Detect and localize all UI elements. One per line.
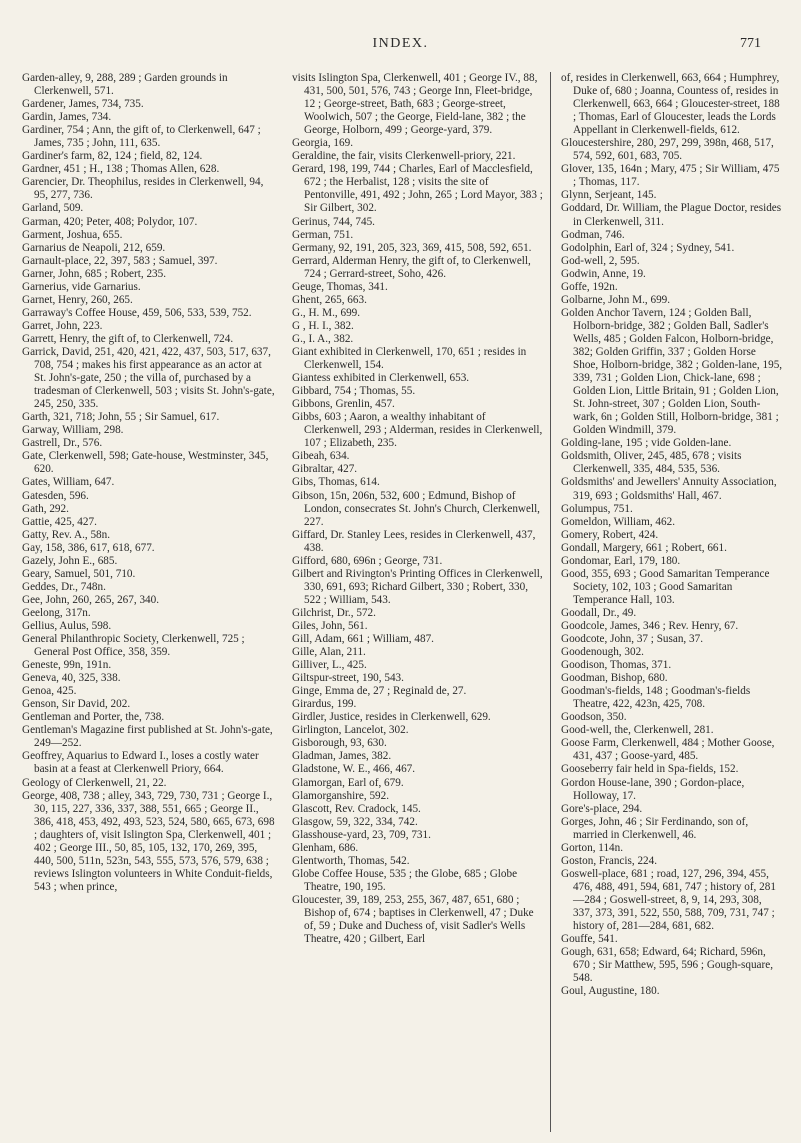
index-entry: Gentleman's Magazine first published at St. John's-gate, 249—252. [22,724,273,750]
index-entry: Goffe, 192n. [561,280,618,293]
index-entry: Gates, William, 647. [22,476,115,489]
index-entry: Geddes, Dr., 748n. [22,580,106,593]
index-entry: Goodcole, James, 346 ; Rev. Henry, 67. [561,619,739,632]
index-entry: Gazely, John E., 685. [22,554,118,567]
index-entry: Goodman's-fields, 148 ; Goodman's-fields Theatre, 422, 423n, 425, 708. [561,685,751,711]
index-entry: Glynn, Serjeant, 145. [561,189,657,202]
index-entry: G., H. M., 699. [292,306,361,319]
index-entry: Gibson, 15n, 206n, 532, 600 ; Edmund, Bishop of London, consecrates St. John's Church, Clerkenwell, 227. [292,489,540,528]
index-entry: Gisborough, 93, 630. [292,737,387,750]
index-entry: Gore's-place, 294. [561,802,643,815]
index-entry: Glasgow, 59, 322, 334, 742. [292,815,418,828]
index-entry: G., I. A., 382. [292,332,354,345]
index-entry: Gloucestershire, 280, 297, 299, 398n, 468, 517, 574, 592, 601, 683, 705. [561,137,774,163]
index-entry: Garnet, Henry, 260, 265. [22,293,133,306]
index-entry: Gilbert and Rivington's Printing Offices in Clerkenwell, 330, 691, 693; Richard Gilbert, 330 ; Robert, 330, 522 ; William, 543. [292,567,543,606]
index-entry: Garnault-place, 22, 397, 583 ; Samuel, 397. [22,254,218,267]
index-entry: Goodison, Thomas, 371. [561,659,672,672]
index-entry: Garraway's Coffee House, 459, 506, 533, 539, 752. [22,306,252,319]
index-entry: Gondall, Margery, 661 ; Robert, 661. [561,541,727,554]
index-entry: Good-well, the, Clerkenwell, 281. [561,724,714,737]
index-entry: Goston, Francis, 224. [561,854,658,867]
running-title: INDEX. [372,36,429,51]
index-entry: G , H. I., 382. [292,319,354,332]
index-entry: Geology of Clerkenwell, 21, 22. [22,776,167,789]
index-entry: Ghent, 265, 663. [292,293,367,306]
index-entry: Golbarne, John M., 699. [561,293,671,306]
index-entry: Gibbs, 603 ; Aaron, a wealthy inhabitant of Clerkenwell, 293 ; Alderman, resides in Clerkenwell, 107 ; Elizabeth, 235. [292,411,543,450]
index-entry: Gardener, James, 734, 735. [22,98,144,111]
index-entry: Garland, 509. [22,202,84,215]
index-entry: Gooseberry fair held in Spa-fields, 152. [561,763,739,776]
index-entry: visits Islington Spa, Clerkenwell, 401 ; George IV., 88, 431, 500, 501, 576, 743 ; George Inn, Fleet-bridge, 12 ; George-street, Bath, 683 ; George-street, Woolwich, 507 ; the George, Field-lane, 382 ; the George, Holborn, 499 ; George-yard, 379. [292,72,538,137]
index-entry: Gerard, 198, 199, 744 ; Charles, Earl of Macclesfield, 672 ; the Herbalist, 128 ; visits the site of Pentonville, 491, 492 ; John, 265 ; Lord Mayor, 383 ; Sir Gilbert, 302. [292,163,543,215]
index-entry: Gilchrist, Dr., 572. [292,606,376,619]
index-entry: Garnerius, vide Garnarius. [22,280,141,293]
index-entry: Germany, 92, 191, 205, 323, 369, 415, 508, 592, 651. [292,241,532,254]
index-entry: Georgia, 169. [292,137,354,150]
index-column-1 [22,72,276,1132]
index-entry: Gate, Clerkenwell, 598; Gate-house, Westminster, 345, 620. [22,450,269,476]
index-entry: Goodcote, John, 37 ; Susan, 37. [561,633,704,646]
index-entry: Gondomar, Earl, 179, 180. [561,554,681,567]
index-entry: Goodman, Bishop, 680. [561,672,668,685]
index-entry: Geelong, 317n. [22,606,91,619]
index-entry: Girardus, 199. [292,698,357,711]
index-entry: Gatesden, 596. [22,489,89,502]
index-entry: Garden-alley, 9, 288, 289 ; Garden grounds in Clerkenwell, 571. [22,72,228,98]
index-entry: Girlington, Lancelot, 302. [292,724,409,737]
index-entry: Good, 355, 693 ; Good Samaritan Temperance Society, 102, 103 ; Good Samaritan Temperance Hall, 103. [561,567,770,606]
index-columns [22,72,783,1132]
index-entry: Goose Farm, Clerkenwell, 484 ; Mother Goose, 431, 437 ; Goose-yard, 485. [561,737,775,763]
index-column-3 [551,72,783,1132]
page-number: 771 [740,36,761,51]
index-entry: Gastrell, Dr., 576. [22,437,103,450]
index-entry: Giltspur-street, 190, 543. [292,672,404,685]
index-entry: Gibbons, Grenlin, 457. [292,398,395,411]
index-entry: Golumpus, 751. [561,502,633,515]
index-entry: Goswell-place, 681 ; road, 127, 296, 394, 455, 476, 488, 491, 594, 681, 747 ; history of, 281—284 ; Goswell-street, 8, 9, 14, 293, 308, 337, 373, 391, 522, 550, 588, 709, 731, 747 ; history of, 281—284, 681, 682. [561,867,776,933]
index-entry: Gloucester, 39, 189, 253, 255, 367, 487, 651, 680 ; Bishop of, 674 ; baptises in Clerkenwell, 47 ; Duke of, 59 ; Duke and Duchess of, visit Sadler's Wells Theatre, 420 ; Gilbert, Earl [292,893,534,946]
index-entry: Garrett, Henry, the gift of, to Clerkenwell, 724. [22,332,234,345]
index-entry: Goldsmith, Oliver, 245, 485, 678 ; visits Clerkenwell, 335, 484, 535, 536. [561,450,742,476]
index-entry: Gardner, 451 ; H., 138 ; Thomas Allen, 628. [22,163,220,176]
index-entry: Genson, Sir David, 202. [22,698,131,711]
index-entry: Geuge, Thomas, 341. [292,280,388,293]
index-entry: Glentworth, Thomas, 542. [292,854,410,867]
index-entry: Goodson, 350. [561,711,627,724]
index-entry: Glenham, 686. [292,841,359,854]
index-entry: Gilliver, L., 425. [292,659,367,672]
index-entry: Garway, William, 298. [22,424,124,437]
index-entry: Garman, 420; Peter, 408; Polydor, 107. [22,215,198,228]
index-entry: Garth, 321, 718; John, 55 ; Sir Samuel, 617. [22,411,220,424]
index-entry: Gordon House-lane, 390 ; Gordon-place, Holloway, 17. [561,776,745,802]
index-entry: God-well, 2, 595. [561,254,640,267]
index-entry: Gladstone, W. E., 466, 467. [292,763,416,776]
index-entry: Giles, John, 561. [292,619,368,632]
index-entry: Gibraltar, 427. [292,463,358,476]
index-entry: Goddard, Dr. William, the Plague Doctor, resides in Clerkenwell, 311. [561,202,782,228]
index-entry: Ginge, Emma de, 27 ; Reginald de, 27. [292,685,467,698]
index-entry: Godwin, Anne, 19. [561,267,646,280]
index-entry: Gentleman and Porter, the, 738. [22,711,165,724]
index-entry: Glasshouse-yard, 23, 709, 731. [292,828,431,841]
index-entry: Garner, John, 685 ; Robert, 235. [22,267,167,280]
index-entry: Godolphin, Earl of, 324 ; Sydney, 541. [561,241,735,254]
index-entry: Glover, 135, 164n ; Mary, 475 ; Sir William, 475 ; Thomas, 117. [561,163,780,189]
index-entry: Garnarius de Neapoli, 212, 659. [22,241,166,254]
index-entry: Gardin, James, 734. [22,111,112,124]
page-header [22,34,779,64]
index-entry: Goodenough, 302. [561,646,644,659]
index-entry: Geraldine, the fair, visits Clerkenwell-priory, 221. [292,150,516,163]
index-entry: Gerrard, Alderman Henry, the gift of, to Clerkenwell, 724 ; Gerrard-street, Soho, 426. [292,254,531,280]
index-entry: Glamorganshire, 592. [292,789,390,802]
index-entry: Gath, 292. [22,502,69,515]
index-entry: Gill, Adam, 661 ; William, 487. [292,633,434,646]
index-entry: Gatty, Rev. A., 58n. [22,528,111,541]
index-entry: Gough, 631, 658; Edward, 64; Richard, 596n, 670 ; Sir Matthew, 595, 596 ; Gough-square, 548. [561,946,774,985]
index-entry: German, 751. [292,228,354,241]
index-entry: Garencier, Dr. Theophilus, resides in Clerkenwell, 94, 95, 277, 736. [22,176,264,202]
index-entry: Gille, Alan, 211. [292,646,366,659]
index-entry: Giant exhibited in Clerkenwell, 170, 651 ; resides in Clerkenwell, 154. [292,345,527,372]
index-entry: George, 408, 738 ; alley, 343, 729, 730, 731 ; George I., 30, 115, 227, 336, 337, 388, 551, 665 ; George II., 386, 418, 453, 492, 493, 523, 524, 580, 665, 673, 698 ; daughters of, visit Islington Spa, Clerkenwell, 401 ; 402 ; George III., 50, 85, 105, 132, 170, 269, 395, 440, 500, 511n, 523n, 543, 555, 573, 576, 579, 638 ; reviews Islington volunteers in White Conduit-fields, 543 ; when prince, [22,789,275,893]
index-entry: Globe Coffee House, 535 ; the Globe, 685 ; Globe Theatre, 190, 195. [292,867,518,893]
index-entry: Gee, John, 260, 265, 267, 340. [22,593,160,606]
index-entry: Gellius, Aulus, 598. [22,619,112,632]
index-entry: Gardiner's farm, 82, 124 ; field, 82, 124. [22,150,203,163]
index-entry: Goldsmiths' and Jewellers' Annuity Association, 319, 693 ; Goldsmiths' Hall, 467. [561,476,777,502]
index-entry: Garrick, David, 251, 420, 421, 422, 437, 503, 517, 637, 708, 754 ; makes his first appearance as an actor at St. John's-gate, 250 ; the villa of, purchased by a tradesman of Clerkenwell, 503 ; visits St. John's-gate, 245, 250, 335. [22,345,275,411]
index-entry: Garment, Joshua, 655. [22,228,123,241]
index-entry: Gorton, 114n. [561,841,624,854]
index-entry: Geneste, 99n, 191n. [22,659,112,672]
index-entry: Gibeah, 634. [292,450,350,463]
index-entry: Gattie, 425, 427. [22,515,97,528]
index-entry: Gerinus, 744, 745. [292,215,375,228]
index-entry: of, resides in Clerkenwell, 663, 664 ; Humphrey, Duke of, 680 ; Joanna, Countess of, resides in Clerkenwell, 663, 664 ; Gloucester-street, 188 ; Thomas, Earl of Gloucester, leads the Lords Appellant in Clerkenwell-fields, 612. [561,72,780,137]
index-entry: Goodall, Dr., 49. [561,606,637,619]
index-entry: Gibs, Thomas, 614. [292,476,380,489]
index-entry: Gouffe, 541. [561,933,618,946]
index-entry: Goul, Augustine, 180. [561,985,660,998]
index-entry: Glascott, Rev. Cradock, 145. [292,802,421,815]
index-entry: Godman, 746. [561,228,625,241]
index-entry: Giantess exhibited in Clerkenwell, 653. [292,372,470,385]
index-entry: Geary, Samuel, 501, 710. [22,567,136,580]
index-entry: Giffard, Dr. Stanley Lees, resides in Clerkenwell, 437, 438. [292,528,536,554]
index-entry: Gomeldon, William, 462. [561,515,676,528]
index-entry: General Philanthropic Society, Clerkenwell, 725 ; General Post Office, 358, 359. [22,633,245,659]
index-entry: Golding-lane, 195 ; vide Golden-lane. [561,437,732,450]
index-entry: Gorges, John, 46 ; Sir Ferdinando, son of, married in Clerkenwell, 46. [561,815,749,841]
index-entry: Garret, John, 223. [22,319,103,332]
index-entry: Gay, 158, 386, 617, 618, 677. [22,541,155,554]
index-entry: Gladman, James, 382. [292,750,392,763]
index-entry: Gardiner, 754 ; Ann, the gift of, to Clerkenwell, 647 ; James, 735 ; John, 111, 635. [22,124,261,150]
index-entry: Genoa, 425. [22,685,77,698]
index-entry: Girdler, Justice, resides in Clerkenwell, 629. [292,711,491,724]
index-entry: Glamorgan, Earl of, 679. [292,776,404,789]
index-entry: Gibbard, 754 ; Thomas, 55. [292,385,416,398]
index-entry: Gifford, 680, 696n ; George, 731. [292,554,443,567]
index-column-2 [292,72,551,1132]
index-entry: Golden Anchor Tavern, 124 ; Golden Ball, Holborn-bridge, 382 ; Golden Ball, Sadler's Wells, 485 ; Golden Falcon, Holborn-bridge, 382; Golden Griffin, 337 ; Golden Horse Shoe, Holborn-bridge, 382 ; Golden-lane, 195, 339, 731 ; Golden Lion, Chick-lane, 698 ; Golden Lion, Little Britain, 91 ; Golden Lion, St. John-street, 307 ; Golden Lion, South-wark, 6n ; Golden Still, Holborn-bridge, 381 ; Golden Windmill, 379. [561,306,783,437]
index-entry: Geoffrey, Aquarius to Edward I., loses a costly water basin at a feast at Clerkenwell Priory, 664. [22,750,259,776]
index-entry: Geneva, 40, 325, 338. [22,672,121,685]
index-entry: Gomery, Robert, 424. [561,528,659,541]
